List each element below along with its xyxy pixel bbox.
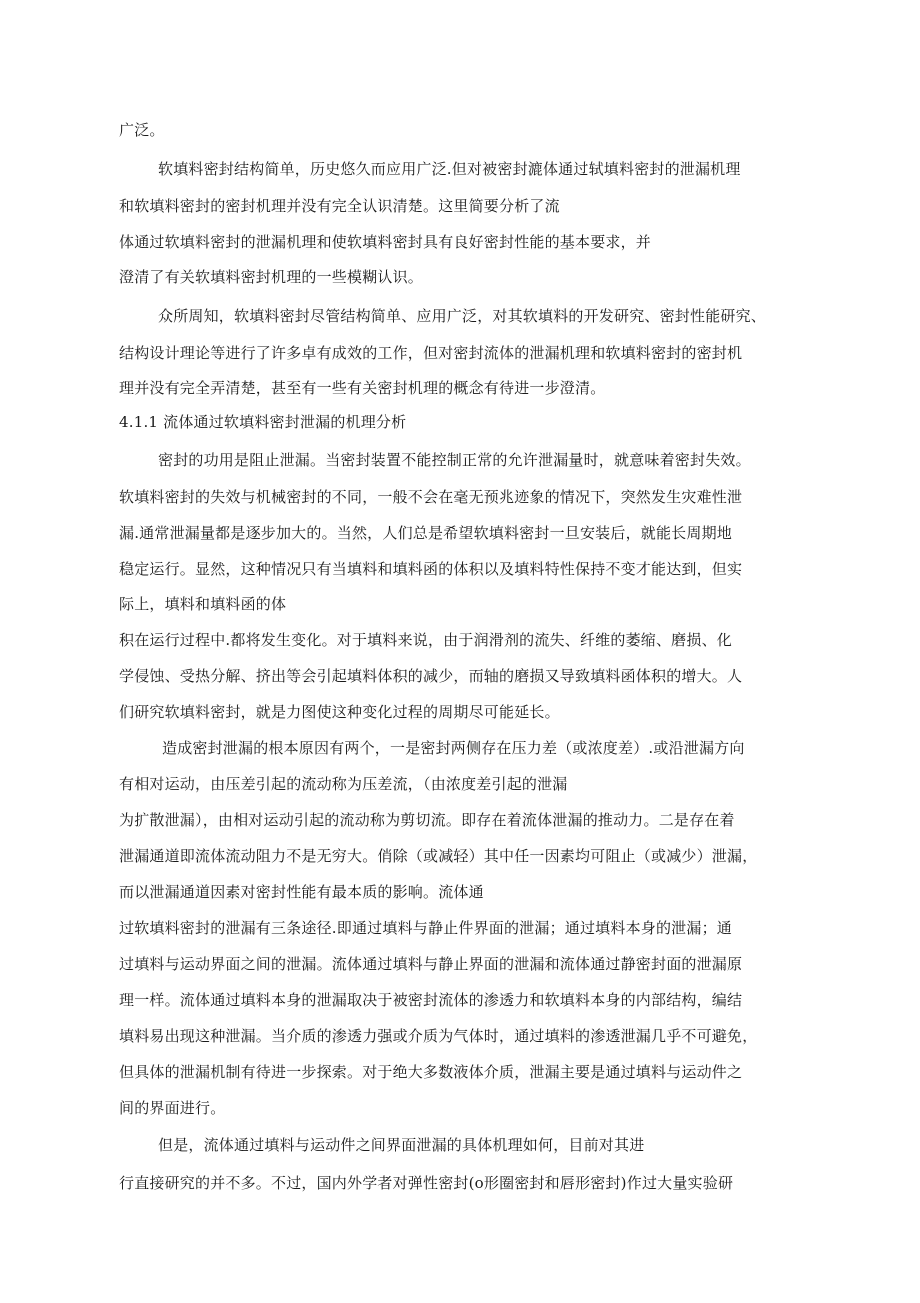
paragraph-line: 间的界面进行。 (119, 1099, 226, 1117)
paragraph-line: 但具体的泄漏机制有待进一步探索。对于绝大多数液体介质，泄漏主要是通过填料与运动件之 (119, 1063, 743, 1081)
paragraph-line: 软填料密封结构简单，历史悠久而应用广泛.但对被密封漉体通过轼填料密封的泄漏机理 (158, 160, 741, 178)
paragraph-line: 积在运行过程中.都将发生变化。对于填料来说，由于润滑剂的流失、纤维的萎缩、磨损、化 (119, 631, 732, 649)
paragraph-line: 而以泄漏通道因素对密封性能有最本质的影响。流体通 (119, 883, 484, 901)
paragraph-line: 造成密封泄漏的根本原因有两个，一是密封两侧存在压力差（或浓度差）.或沿泄漏方向 (162, 739, 745, 757)
paragraph-line: 理并没有完全弄清楚，甚至有一些有关密封机理的概念有待进一步澄清。 (119, 379, 606, 397)
paragraph-line: 众所周知，软填料密封尽管结构简单、应用广泛，对其软填料的开发研究、密封性能研究、 (158, 307, 767, 325)
text-line: 广泛。 (119, 121, 165, 139)
paragraph-line: 过软填料密封的泄漏有三条途径.即通过填料与静止件界面的泄漏；通过填料本身的泄漏；通 (119, 919, 732, 937)
paragraph-line: 有相对运动，由压差引起的流动称为压差流，（由浓度差引起的泄漏 (119, 775, 568, 793)
paragraph-line: 结构设计理论等进行了许多卓有成效的工作，但对密封流体的泄漏机理和软填料密封的密封机 (119, 344, 743, 362)
paragraph-line: 际上，填料和填料函的体 (119, 595, 287, 613)
paragraph-line: 稳定运行。显然，这种情况只有当填料和填料函的体积以及填料特性保持不变才能达到，但实 (119, 560, 743, 578)
paragraph-line: 但是，流体通过填料与运动件之间界面泄漏的具体机理如何，目前对其进 (158, 1136, 645, 1154)
paragraph-line: 软填料密封的失效与机械密封的不同，一般不会在毫无预兆迹象的情况下，突然发生灾难性泄 (119, 488, 743, 506)
paragraph-line: 和软填料密封的密封机理并没有完全认识清楚。这里简要分析了流 (119, 197, 560, 215)
paragraph-line: 学侵蚀、受热分解、挤出等会引起填料体积的减少，而轴的磨损又导致填料函体积的增大。人 (119, 667, 743, 685)
paragraph-line: 密封的功用是阻止泄漏。当密封装置不能控制正常的允许泄漏量时，就意味着密封失效。 (158, 451, 751, 469)
paragraph-line: 漏.通常泄漏量都是逐步加大的。当然，人们总是希望软填料密封一旦安装后，就能长周期地 (119, 524, 732, 542)
paragraph-line: 体通过软填料密封的泄漏机理和使软填料密封具有良好密封性能的基本要求，并 (119, 233, 652, 251)
paragraph-line: 澄清了有关软填料密封机理的一些模糊认识。 (119, 268, 424, 286)
paragraph-line: 理一样。流体通过填料本身的泄漏取决于被密封流体的渗透力和软填料本身的内部结构，编结 (119, 991, 743, 1009)
section-heading: 4.1.1 流体通过软填料密封泄漏的机理分析 (119, 413, 407, 431)
paragraph-line: 过填料与运动界面之间的泄漏。流体通过填料与静止界面的泄漏和流体通过静密封面的泄漏原 (119, 955, 743, 973)
paragraph-line: 们研究软填料密封，就是力图使这种变化过程的周期尽可能延长。 (119, 703, 560, 721)
paragraph-line: 泄漏通道即流体流动阻力不是无穷大。俏除（或减轻）其中任一因素均可阻止（或减少）泄漏， (119, 847, 758, 865)
paragraph-line: 为扩散泄漏），由相对运动引起的流动称为剪切流。即存在着流体泄漏的推动力。二是存在着 (119, 811, 735, 829)
paragraph-line: 填料易出现这种泄漏。当介质的渗透力强或介质为气体时，通过填料的渗透泄漏几乎不可避免， (119, 1027, 758, 1045)
paragraph-line: 行直接研究的并不多。不过，国内外学者对弹性密封(o形圈密封和唇形密封)作过大量实验研 (119, 1174, 734, 1192)
